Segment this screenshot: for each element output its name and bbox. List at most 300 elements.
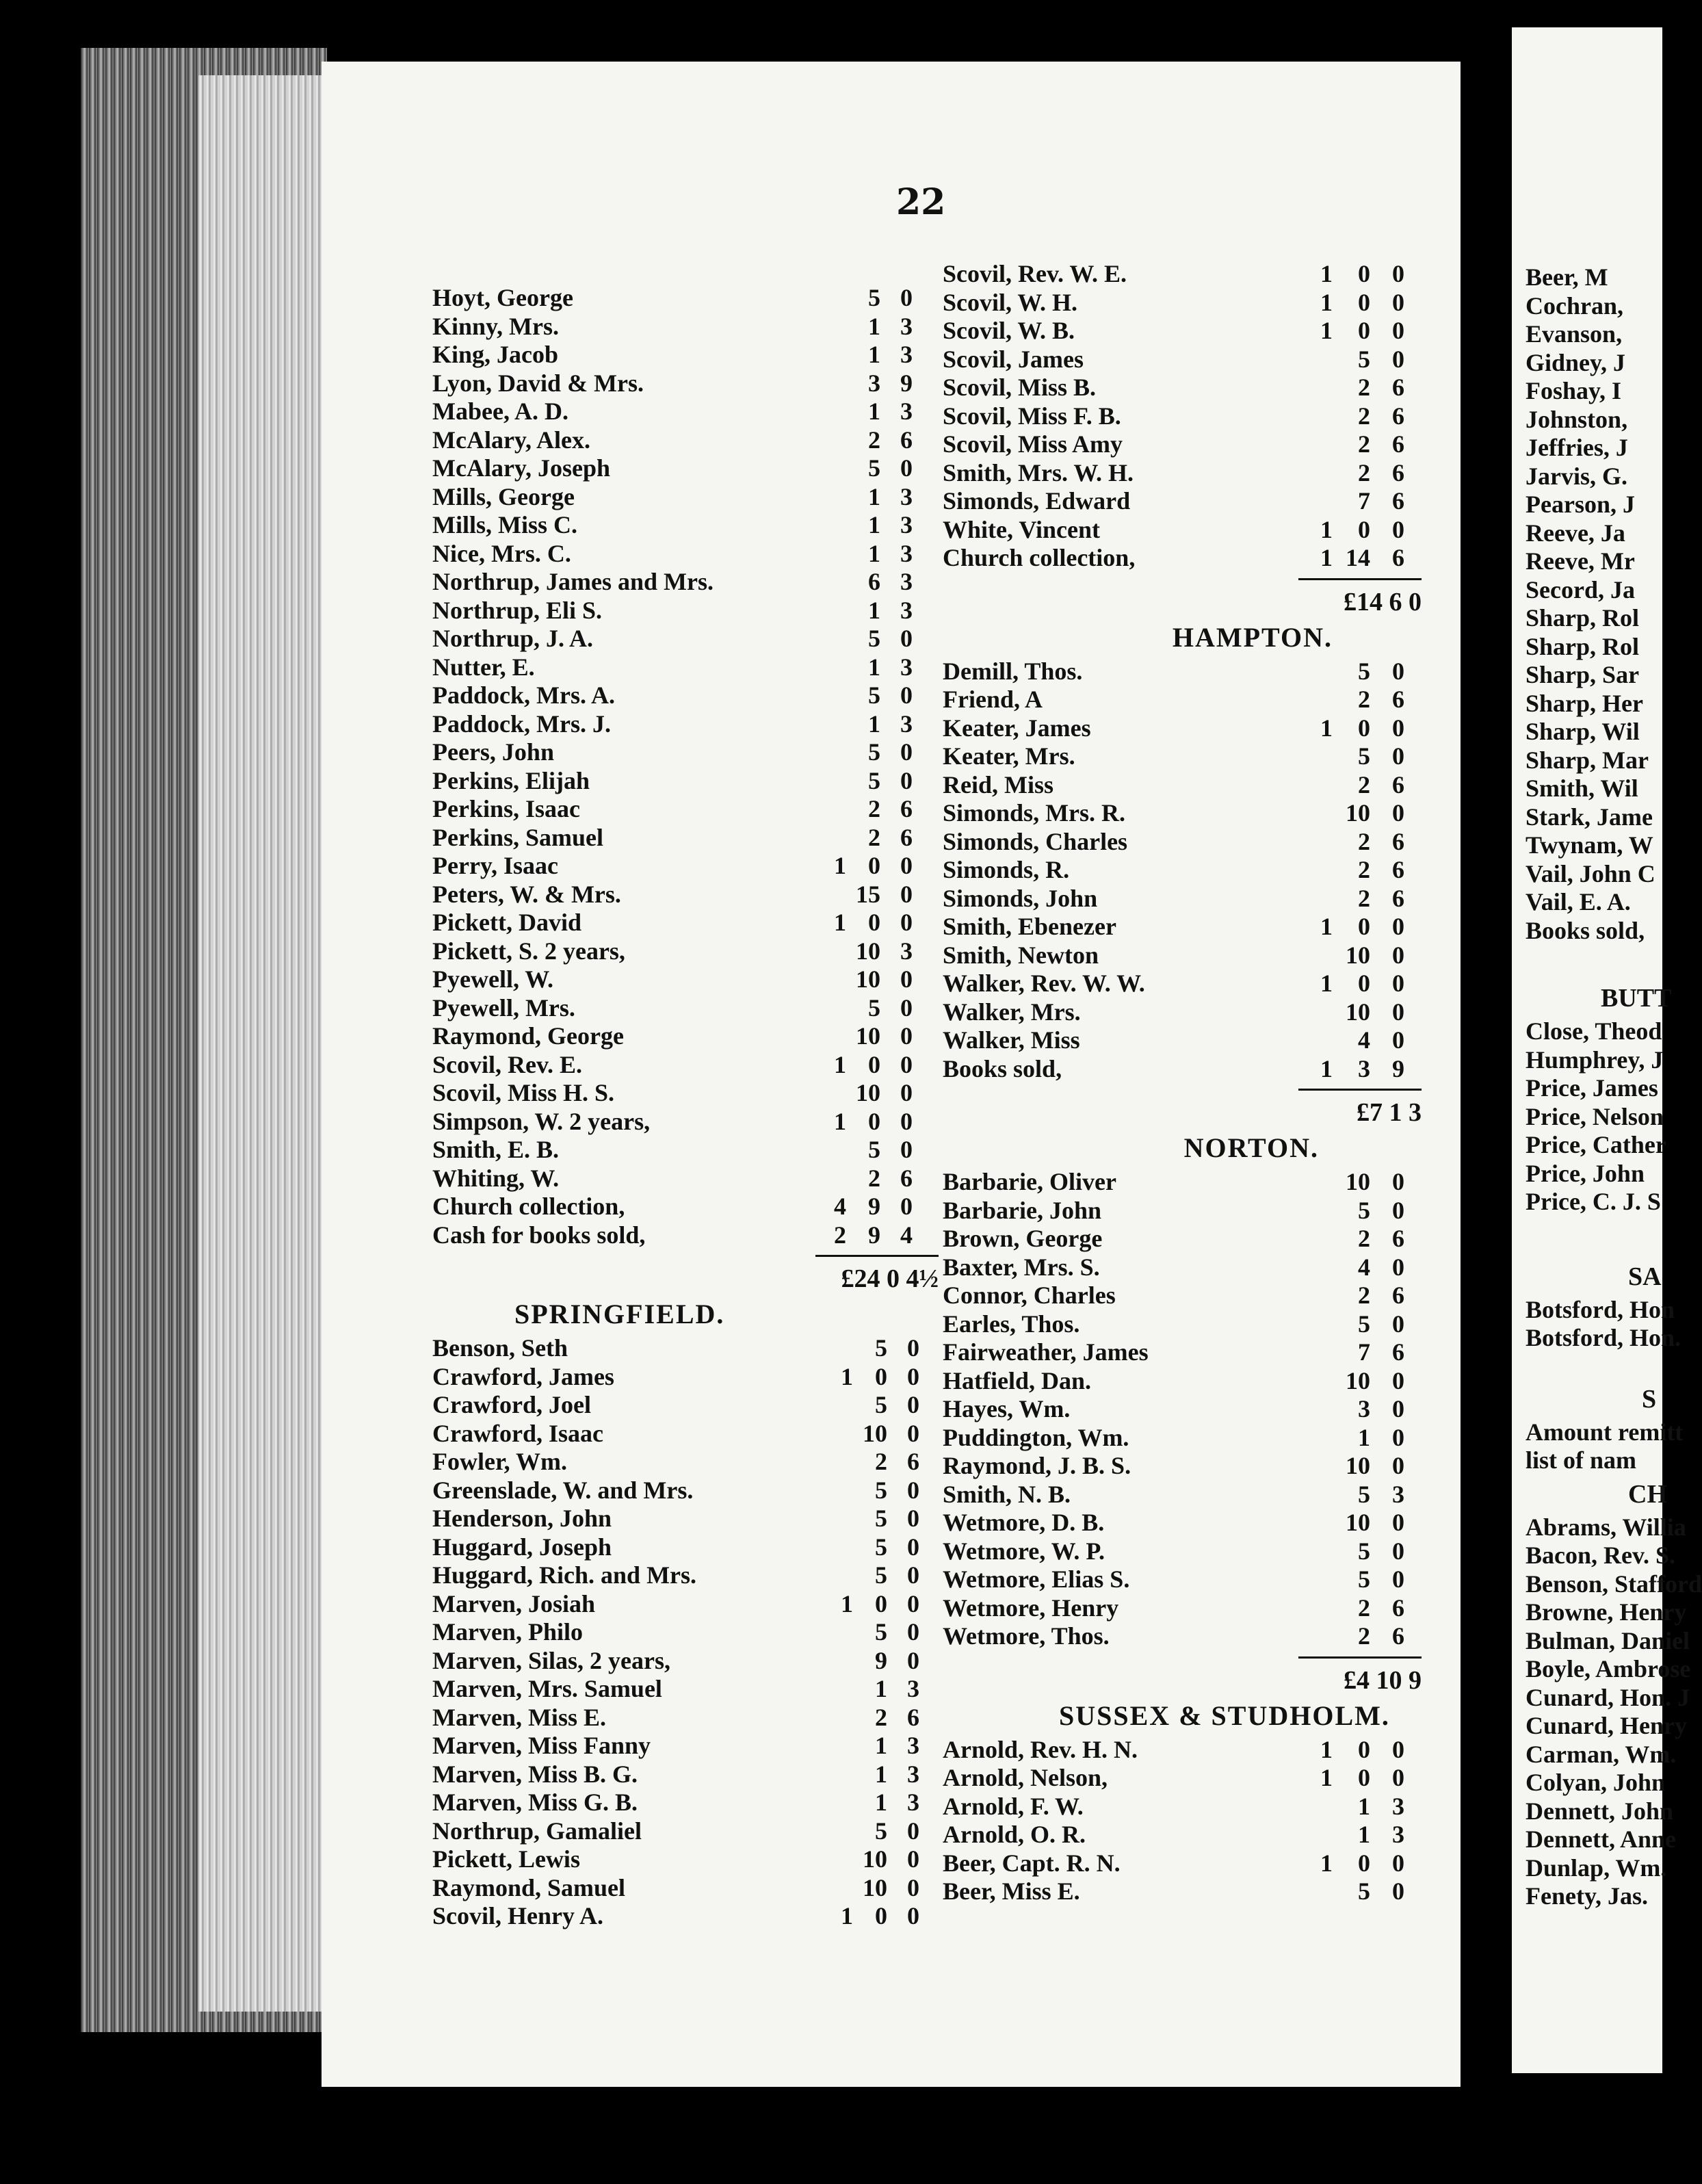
list-item [943, 317, 1422, 346]
subscriber-name: Simonds, R. [943, 856, 1070, 883]
list-item: Cochran, [1526, 291, 1623, 320]
subscriber-name: Whiting, W. [432, 1164, 560, 1192]
amount-shillings: 0 [1358, 317, 1370, 344]
amount-pounds: 1 [1320, 1764, 1333, 1791]
list-item: Stark, Jame [1526, 803, 1653, 831]
section-total [432, 1263, 939, 1295]
amount-pence: 0 [907, 1476, 919, 1504]
subscriber-name: Barbarie, Oliver [943, 1168, 1116, 1195]
amount-shillings: 1 [868, 511, 880, 538]
list-item [943, 1168, 1422, 1197]
amount-pounds: 1 [1320, 1054, 1333, 1082]
amount-pounds: 1 [1320, 317, 1333, 344]
subscriber-name: Perkins, Samuel [432, 823, 604, 851]
amount-pence: 0 [1392, 657, 1404, 685]
amount-shillings: 5 [868, 766, 880, 794]
amount-pence: 0 [1392, 317, 1404, 344]
section-total [943, 586, 1422, 618]
list-item: Sharp, Wil [1526, 718, 1640, 745]
amount-pence: 0 [1392, 1849, 1404, 1877]
list-item [432, 1561, 939, 1590]
amount-pounds: 1 [841, 1589, 853, 1617]
amount-pence: 3 [907, 1760, 919, 1788]
amount-pence: 6 [1392, 430, 1404, 458]
list-item [943, 714, 1422, 743]
amount-shillings: 4 [1358, 1026, 1370, 1054]
list-item: Price, John [1526, 1159, 1645, 1187]
subscriber-name: Keater, Mrs. [943, 742, 1075, 770]
list-item [432, 1108, 939, 1136]
list-item [432, 1817, 939, 1846]
list-item [432, 852, 939, 881]
list-item [432, 1022, 939, 1051]
list-item [432, 454, 939, 483]
list-item [432, 1732, 939, 1760]
amount-shillings: 2 [868, 1164, 880, 1192]
amount-pence: 0 [1392, 998, 1404, 1026]
amount-pence: 0 [900, 1022, 913, 1050]
amount-pounds: 1 [841, 1362, 853, 1390]
list-item [943, 544, 1422, 573]
list-item [432, 653, 939, 682]
list-item [943, 1537, 1422, 1566]
amount-pence: 0 [907, 1391, 919, 1418]
list-item [432, 681, 939, 710]
list-item [432, 398, 939, 426]
list-item: Sharp, Her [1526, 689, 1644, 717]
list-item [943, 346, 1422, 374]
amount-shillings: 5 [875, 1476, 887, 1504]
amount-shillings: 10 [856, 1079, 880, 1106]
amount-shillings: 2 [1358, 402, 1370, 430]
subscriber-name: Scovil, Miss Amy [943, 430, 1123, 458]
section-heading: NORTON. [1183, 1132, 1319, 1163]
list-item [943, 402, 1422, 431]
amount-pence: 3 [900, 511, 913, 538]
amount-shillings: 3 [1358, 1054, 1370, 1082]
amount-pence: 0 [900, 766, 913, 794]
amount-shillings: 10 [863, 1845, 887, 1873]
subscriber-name: Paddock, Mrs. A. [432, 681, 616, 709]
subscriber-name: Huggard, Rich. and Mrs. [432, 1561, 697, 1589]
list-item: Bacon, Rev. S. [1526, 1542, 1676, 1569]
amount-shillings: 0 [875, 1902, 887, 1929]
amount-shillings: 1 [868, 398, 880, 425]
list-item [432, 824, 939, 853]
subscriber-name: Perkins, Isaac [432, 795, 580, 822]
book-page-edges-light [198, 75, 328, 2012]
amount-pence: 0 [900, 965, 913, 993]
list-item [943, 1793, 1422, 1821]
subscriber-name: Nutter, E. [432, 653, 535, 681]
amount-pounds: 1 [1320, 1849, 1333, 1877]
list-item [943, 1424, 1422, 1453]
amount-shillings: 14 [1346, 544, 1370, 571]
amount-shillings: 1 [868, 539, 880, 567]
list-item [943, 374, 1422, 402]
amount-pence: 0 [1392, 1537, 1404, 1565]
list-item: Dennett, John [1526, 1797, 1674, 1825]
list-item [432, 1618, 939, 1647]
amount-pence: 0 [900, 1107, 913, 1135]
amount-shillings: 2 [868, 795, 880, 822]
amount-shillings: 10 [1346, 1452, 1370, 1479]
subscriber-column-2 [943, 260, 1422, 1906]
amount-pence: 0 [900, 1193, 913, 1220]
subscriber-name: Friend, A [943, 686, 1043, 713]
amount-shillings: 0 [1358, 1849, 1370, 1877]
amount-pence: 0 [907, 1618, 919, 1646]
list-item [943, 998, 1422, 1027]
subscriber-name: Scovil, W. B. [943, 317, 1075, 344]
amount-pounds: 1 [1320, 913, 1333, 940]
amount-pence: 0 [1392, 913, 1404, 940]
amount-shillings: 2 [1358, 1225, 1370, 1252]
subscriber-name: Arnold, O. R. [943, 1821, 1086, 1848]
amount-pence: 3 [900, 539, 913, 567]
subscriber-name: Barbarie, John [943, 1196, 1102, 1224]
amount-pence: 6 [1392, 1622, 1404, 1650]
subscriber-name: Huggard, Joseph [432, 1533, 612, 1561]
amount-pence: 6 [1392, 856, 1404, 883]
list-item: Smith, Wil [1526, 775, 1638, 802]
list-item [432, 965, 939, 994]
amount-pence: 0 [1392, 1253, 1404, 1281]
list-item: Secord, Ja [1526, 575, 1635, 603]
list-item [943, 1197, 1422, 1225]
list-item: Dennett, Anne [1526, 1825, 1677, 1853]
list-item [943, 1282, 1422, 1310]
amount-pence: 0 [907, 1589, 919, 1617]
amount-pence: 3 [900, 653, 913, 681]
amount-shillings: 10 [856, 937, 880, 965]
subscriber-name: Arnold, Nelson, [943, 1764, 1108, 1791]
section-heading: CH [1628, 1479, 1667, 1509]
amount-pence: 9 [900, 369, 913, 397]
total-rule [943, 573, 1422, 586]
total-rule [943, 1083, 1422, 1097]
subscriber-name: Pickett, Lewis [432, 1845, 580, 1873]
list-item [943, 1452, 1422, 1481]
subscriber-name: Wetmore, Henry [943, 1594, 1119, 1622]
amount-pence: 6 [1392, 1282, 1404, 1309]
list-item: Humphrey, J [1526, 1045, 1664, 1074]
subscriber-name: Crawford, Joel [432, 1391, 591, 1418]
amount-shillings: 5 [868, 738, 880, 766]
amount-shillings: 2 [1358, 686, 1370, 713]
subscriber-name: Marven, Miss E. [432, 1703, 606, 1731]
amount-shillings: 5 [1358, 657, 1370, 685]
list-item [432, 1477, 939, 1505]
amount-pence: 0 [1392, 1366, 1404, 1394]
amount-pence: 0 [900, 880, 913, 908]
subscriber-name: Henderson, John [432, 1505, 612, 1532]
list-item [943, 742, 1422, 771]
section-heading: BUTT [1601, 984, 1672, 1013]
amount-shillings: 2 [868, 823, 880, 851]
section-heading: S [1642, 1384, 1657, 1414]
subscriber-name: Keater, James [943, 714, 1091, 742]
amount-pence: 0 [900, 738, 913, 766]
amount-pence: 0 [1392, 742, 1404, 770]
amount-pence: 0 [1392, 799, 1404, 827]
amount-pence: 9 [1392, 1054, 1404, 1082]
amount-pence: 0 [900, 681, 913, 709]
list-item [943, 970, 1422, 998]
list-item [432, 341, 939, 369]
list-item: Close, Theod [1526, 1017, 1662, 1045]
amount-shillings: 5 [875, 1618, 887, 1646]
amount-pence: 0 [907, 1646, 919, 1674]
list-item [432, 710, 939, 739]
amount-shillings: 10 [856, 965, 880, 993]
subscriber-name: Marven, Philo [432, 1618, 583, 1646]
list-item [432, 738, 939, 767]
list-item [432, 1051, 939, 1080]
subscriber-name: Smith, E. B. [432, 1136, 560, 1163]
amount-pence: 0 [907, 1873, 919, 1901]
subscriber-name: Northrup, James and Mrs. [432, 568, 713, 595]
list-item: Vail, E. A. [1526, 888, 1631, 915]
amount-pence: 0 [907, 1817, 919, 1845]
subscriber-name: Scovil, Henry A. [432, 1902, 603, 1929]
list-item [432, 483, 939, 512]
amount-pounds: 1 [1320, 970, 1333, 997]
amount-pence: 6 [1392, 458, 1404, 486]
amount-shillings: 0 [868, 852, 880, 879]
amount-shillings: 5 [1358, 1877, 1370, 1905]
subscriber-name: Wetmore, Thos. [943, 1622, 1110, 1650]
list-item: Reeve, Ja [1526, 519, 1625, 547]
subscriber-name: Earles, Thos. [943, 1310, 1080, 1338]
list-item [432, 1136, 939, 1165]
amount-shillings: 0 [1358, 1764, 1370, 1791]
list-item [943, 1622, 1422, 1651]
subscriber-name: Northrup, Eli S. [432, 596, 603, 624]
list-item [432, 909, 939, 937]
list-item [432, 937, 939, 966]
list-item: Amount remitt [1526, 1418, 1684, 1446]
list-item [943, 1481, 1422, 1509]
amount-shillings: 5 [868, 993, 880, 1022]
amount-shillings: 10 [1346, 1509, 1370, 1536]
amount-shillings: 10 [1346, 1168, 1370, 1195]
subscriber-name: McAlary, Alex. [432, 426, 590, 454]
amount-pence: 0 [1392, 1423, 1404, 1451]
subscriber-name: Demill, Thos. [943, 657, 1083, 685]
amount-pence: 6 [1392, 1225, 1404, 1252]
amount-shillings: 1 [875, 1789, 887, 1816]
subscriber-name: Smith, Ebenezer [943, 913, 1116, 940]
list-item: Foshay, I [1526, 377, 1622, 404]
amount-shillings: 1 [868, 710, 880, 738]
list-item: Sharp, Mar [1526, 746, 1649, 774]
subscriber-name: Simpson, W. 2 years, [432, 1107, 651, 1135]
amount-pence: 0 [1392, 1452, 1404, 1479]
amount-pounds: 1 [841, 1902, 853, 1929]
amount-shillings: 2 [1358, 770, 1370, 798]
amount-shillings: 1 [1358, 1821, 1370, 1848]
list-item [432, 369, 939, 398]
list-item [432, 597, 939, 625]
amount-pence: 6 [1392, 487, 1404, 515]
list-item [432, 1845, 939, 1874]
total-amount: £7 1 3 [1357, 1098, 1422, 1127]
subscriber-name: Simonds, Charles [943, 827, 1128, 855]
amount-shillings: 2 [1358, 884, 1370, 912]
amount-shillings: 5 [875, 1561, 887, 1589]
list-item: Reeve, Mr [1526, 547, 1635, 575]
amount-pence: 3 [900, 482, 913, 510]
list-item: Sharp, Rol [1526, 604, 1640, 632]
list-item: Botsford, Hon [1526, 1295, 1675, 1323]
list-item [943, 913, 1422, 941]
list-item [943, 686, 1422, 714]
subscriber-name: Puddington, Wm. [943, 1423, 1129, 1451]
amount-shillings: 1 [875, 1760, 887, 1788]
amount-pence: 6 [900, 823, 913, 851]
amount-pounds: 1 [1320, 515, 1333, 543]
subscriber-name: Simonds, Edward [943, 487, 1131, 515]
list-item: Dunlap, Wm. [1526, 1854, 1667, 1882]
subscriber-name: Raymond, George [432, 1022, 624, 1050]
list-item [943, 459, 1422, 488]
amount-pence: 6 [1392, 374, 1404, 401]
amount-pounds: 1 [834, 852, 846, 879]
list-item [432, 1363, 939, 1392]
subscriber-name: Wetmore, W. P. [943, 1537, 1105, 1565]
list-item: Vail, John C [1526, 859, 1655, 887]
list-item: Jeffries, J [1526, 434, 1628, 461]
subscriber-name: Mabee, A. D. [432, 398, 568, 425]
amount-shillings: 5 [868, 284, 880, 311]
amount-pence: 6 [1392, 1594, 1404, 1622]
amount-shillings: 2 [1358, 430, 1370, 458]
amount-pence: 0 [900, 852, 913, 879]
subscriber-name: Scovil, Miss F. B. [943, 402, 1121, 430]
subscriber-name: Fairweather, James [943, 1338, 1149, 1366]
list-item [432, 1420, 939, 1448]
amount-shillings: 10 [1346, 941, 1370, 969]
list-item [432, 881, 939, 909]
subscriber-name: Smith, Mrs. W. H. [943, 458, 1134, 486]
book-gutter [1461, 0, 1512, 2184]
section-total [943, 1665, 1422, 1696]
list-item [432, 795, 939, 824]
subscriber-name: Smith, Newton [943, 941, 1099, 969]
subscriber-name: Kinny, Mrs. [432, 312, 560, 340]
list-item: Bulman, Daniel [1526, 1626, 1690, 1654]
amount-pence: 0 [1392, 1735, 1404, 1763]
amount-shillings: 10 [856, 1022, 880, 1050]
subscriber-name: Baxter, Mrs. S. [943, 1253, 1100, 1281]
section-heading: SPRINGFIELD. [514, 1299, 725, 1329]
list-item [943, 828, 1422, 857]
subscriber-name: Smith, N. B. [943, 1480, 1071, 1508]
amount-shillings: 2 [1358, 827, 1370, 855]
amount-pence: 0 [907, 1334, 919, 1362]
subscriber-name: Marven, Silas, 2 years, [432, 1646, 670, 1674]
subscriber-name: Connor, Charles [943, 1282, 1116, 1309]
amount-shillings: 5 [868, 1136, 880, 1163]
list-item [432, 1391, 939, 1420]
list-item [432, 1505, 939, 1533]
amount-pounds: 4 [834, 1193, 846, 1220]
list-item [943, 1310, 1422, 1339]
subscriber-name: Scovil, Miss H. S. [432, 1079, 615, 1106]
list-item [432, 1165, 939, 1193]
list-item [432, 1902, 939, 1931]
amount-pounds: 1 [1320, 288, 1333, 316]
amount-shillings: 2 [1358, 1594, 1370, 1622]
amount-pence: 0 [1392, 288, 1404, 316]
amount-shillings: 10 [1346, 1366, 1370, 1394]
amount-pence: 3 [900, 937, 913, 965]
list-item: Browne, Henry [1526, 1598, 1687, 1626]
subscriber-name: Books sold, [943, 1054, 1062, 1082]
subscriber-name: Arnold, Rev. H. N. [943, 1735, 1138, 1763]
amount-shillings: 1 [868, 482, 880, 510]
subscriber-name: Scovil, Rev. E. [432, 1050, 583, 1078]
amount-pence: 0 [900, 909, 913, 936]
amount-pence: 0 [900, 1136, 913, 1163]
list-item: Jarvis, G. [1526, 462, 1627, 490]
amount-shillings: 10 [1346, 799, 1370, 827]
amount-shillings: 15 [856, 880, 880, 908]
amount-shillings: 5 [875, 1334, 887, 1362]
subscriber-name: Simonds, Mrs. R. [943, 799, 1126, 827]
list-item [943, 771, 1422, 800]
list-item [943, 1253, 1422, 1282]
list-item [432, 1079, 939, 1108]
amount-pence: 0 [907, 1505, 919, 1532]
subscriber-name: Hatfield, Dan. [943, 1366, 1092, 1394]
subscriber-name: Marven, Miss B. G. [432, 1760, 638, 1788]
list-item: Price, Nelson [1526, 1102, 1664, 1130]
total-amount: £14 6 0 [1344, 587, 1422, 616]
amount-shillings: 0 [1358, 515, 1370, 543]
list-item [943, 1338, 1422, 1367]
subscriber-name: Peers, John [432, 738, 554, 766]
subscriber-name: Northrup, Gamaliel [432, 1817, 642, 1845]
list-item: Twynam, W [1526, 831, 1653, 859]
subscriber-name: Brown, George [943, 1225, 1103, 1252]
amount-shillings: 2 [1358, 1282, 1370, 1309]
amount-shillings: 1 [868, 312, 880, 340]
amount-pence: 0 [1392, 1877, 1404, 1905]
subscriber-name: Crawford, Isaac [432, 1419, 603, 1447]
amount-pence: 0 [1392, 1196, 1404, 1224]
subscriber-name: White, Vincent [943, 515, 1100, 543]
subscriber-name: Church collection, [943, 544, 1136, 571]
total-rule [432, 1249, 939, 1263]
subscriber-name: Beer, Miss E. [943, 1877, 1080, 1905]
list-item [943, 1821, 1422, 1849]
amount-shillings: 7 [1358, 487, 1370, 515]
amount-pence: 0 [907, 1533, 919, 1561]
list-item: Pearson, J [1526, 491, 1635, 518]
list-item: Abrams, Willia [1526, 1513, 1686, 1541]
subscriber-name: Mills, George [432, 482, 575, 510]
amount-pence: 0 [1392, 1764, 1404, 1791]
amount-shillings: 5 [1358, 1480, 1370, 1508]
subscriber-name: Church collection, [432, 1193, 625, 1220]
amount-shillings: 10 [1346, 998, 1370, 1026]
list-item [432, 1590, 939, 1619]
subscriber-name: Walker, Mrs. [943, 998, 1081, 1026]
amount-shillings: 2 [875, 1703, 887, 1731]
subscriber-name: Peters, W. & Mrs. [432, 880, 621, 908]
